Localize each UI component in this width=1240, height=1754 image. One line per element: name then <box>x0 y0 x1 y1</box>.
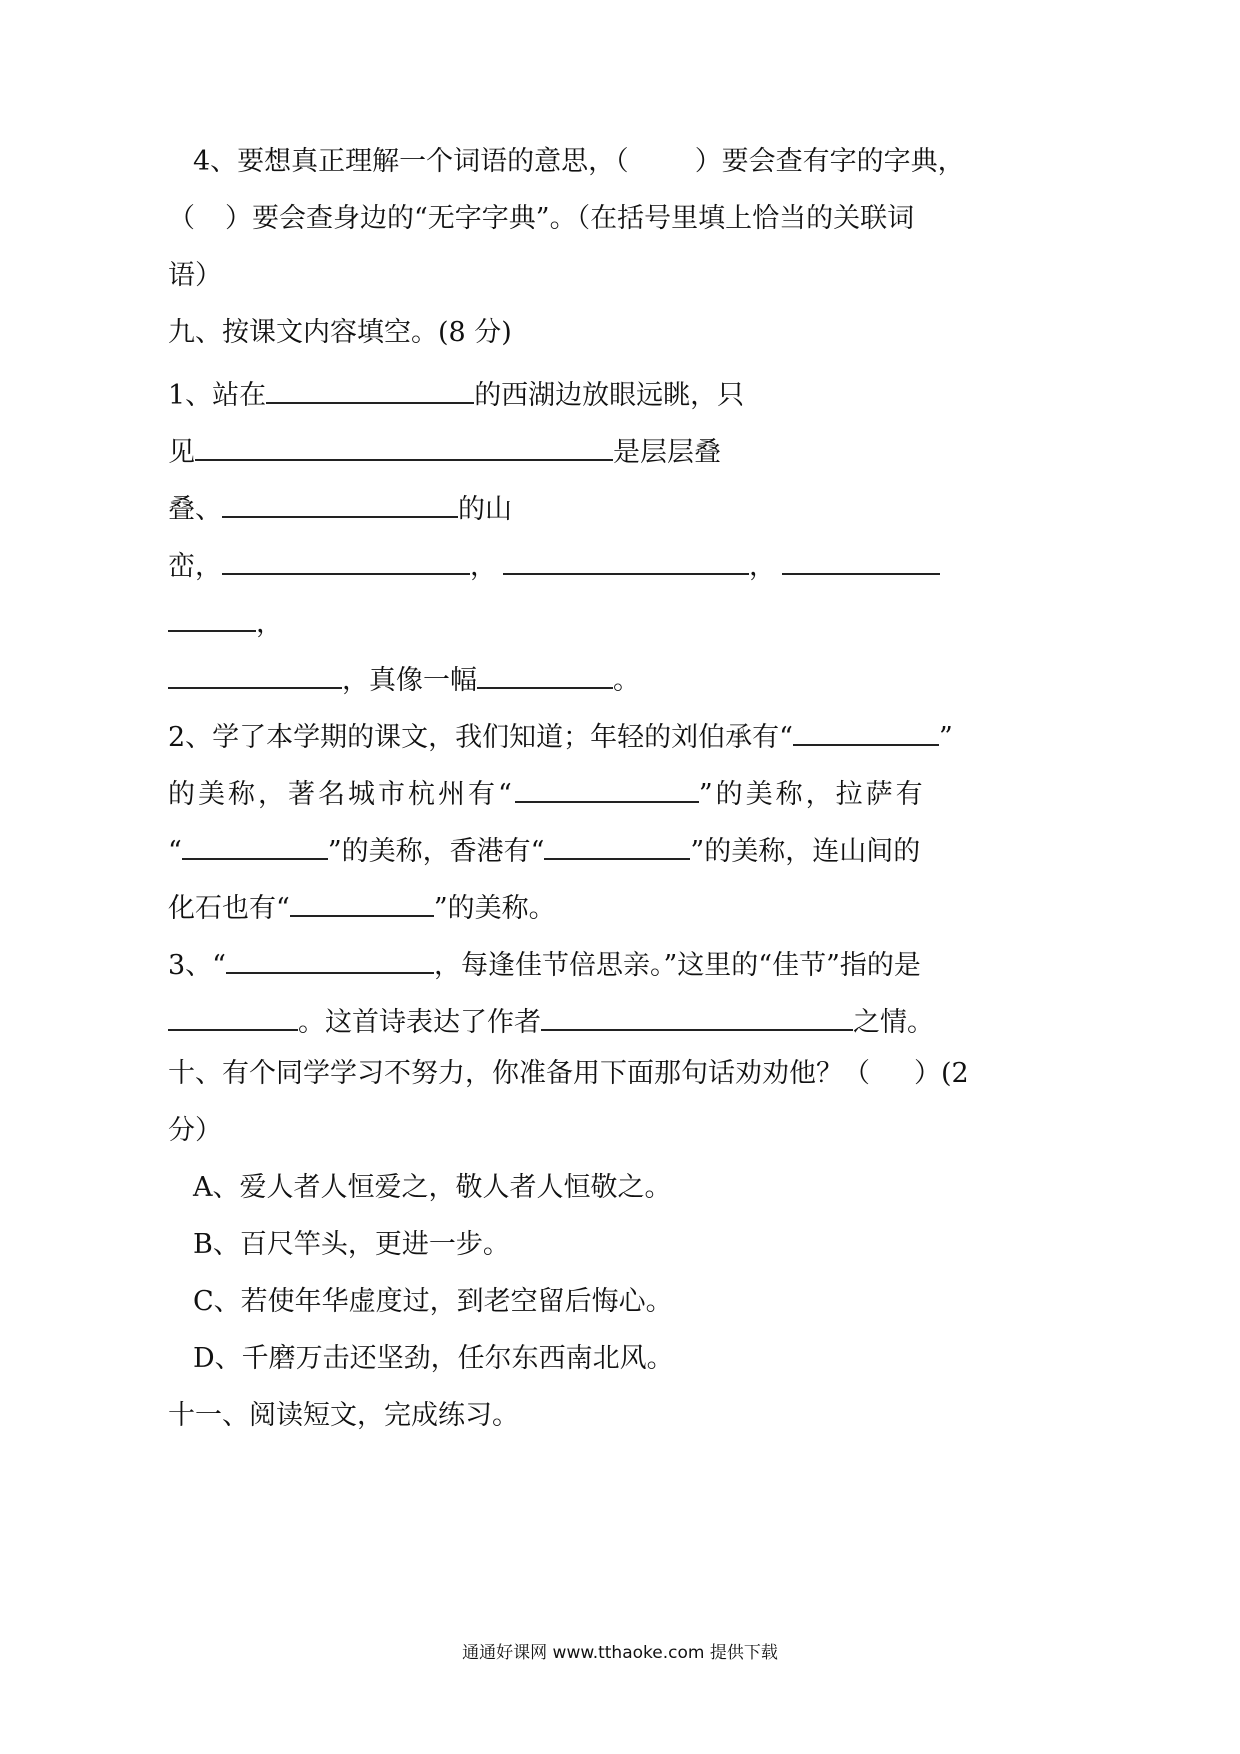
q9-1-text-b: 的西湖边放眼远眺，只 <box>474 380 745 411</box>
q9-1-text-c: 见 <box>168 437 195 468</box>
fill-blank[interactable] <box>782 543 940 575</box>
page-footer <box>0 1638 1240 1663</box>
q9-2-text-a: 2、学了本学期的课文，我们知道；年轻的刘伯承有“ <box>168 722 793 753</box>
fill-blank[interactable] <box>290 885 434 917</box>
q9-2-text-d: ”的美称，拉萨有 <box>698 779 926 810</box>
fill-blank[interactable] <box>266 372 474 404</box>
q9-2-text-f: ”的美称，香港有“ <box>327 836 545 867</box>
fill-blank[interactable] <box>222 486 458 518</box>
q8-4-text-a: 4、要想真正理解一个词语的意思，（ <box>193 146 629 177</box>
section11-heading-text: 十一、阅读短文，完成练习。 <box>168 1400 519 1431</box>
fill-blank[interactable] <box>541 999 853 1031</box>
section9-heading <box>168 315 512 351</box>
fill-blank[interactable] <box>503 543 749 575</box>
q9-1-text-e: 叠、 <box>168 494 222 525</box>
section9-heading-text: 九、按课文内容填空。(8 分) <box>168 317 512 348</box>
q9-2-text-h: 化石也有“ <box>168 893 290 924</box>
q9-2-line3 <box>168 828 920 870</box>
q9-1-text-j: ， <box>256 608 283 639</box>
fill-blank[interactable] <box>195 429 613 461</box>
q9-1-line3 <box>168 486 512 528</box>
fill-blank[interactable] <box>222 543 470 575</box>
q9-1-text-k: ，真像一幅 <box>342 665 477 696</box>
q9-2-line4 <box>168 885 556 927</box>
section10-heading-a: 十、有个同学学习不努力，你准备用下面那句话劝劝他？（ <box>168 1058 870 1089</box>
section10-heading-c: 分） <box>168 1115 222 1146</box>
q9-2-text-b: ” <box>938 722 953 753</box>
q9-2-text-c: 的美称，著名城市杭州有“ <box>168 779 515 810</box>
fill-blank[interactable] <box>477 657 613 689</box>
q9-1-text-a: 1、站在 <box>168 380 267 411</box>
fill-blank[interactable] <box>226 942 434 974</box>
fill-blank[interactable] <box>168 657 342 689</box>
q9-1-text-i: ， <box>749 551 776 582</box>
fill-blank[interactable] <box>544 828 690 860</box>
section10-heading-line2 <box>168 1113 222 1149</box>
option-c <box>193 1284 673 1320</box>
section10-heading-b: ）(2 <box>914 1058 969 1089</box>
fill-blank[interactable] <box>515 771 699 803</box>
option-a <box>193 1170 672 1206</box>
q9-3-text-b: ，每逢佳节倍思亲。”这里的“佳节”指的是 <box>433 950 921 981</box>
q9-3-text-d: 之情。 <box>853 1007 934 1038</box>
section11-heading <box>168 1398 519 1434</box>
option-d-text: D、千磨万击还坚劲，任尔东西南北风。 <box>193 1343 674 1374</box>
q9-2-text-g: ”的美称，连山间的 <box>690 836 921 867</box>
q8-4-text-c: （ <box>168 203 195 234</box>
q9-1-line2 <box>168 429 721 471</box>
q8-4-line2 <box>168 201 914 237</box>
fill-blank[interactable] <box>182 828 328 860</box>
q8-4-line3 <box>168 258 222 294</box>
q9-1-line6 <box>168 657 640 699</box>
q8-4-text-e: 语） <box>168 260 222 291</box>
option-b <box>193 1227 510 1263</box>
option-c-text: C、若使年华虚度过，到老空留后悔心。 <box>193 1286 673 1317</box>
footer-text: 通通好课网 www.tthaoke.com 提供下载 <box>462 1643 778 1663</box>
fill-blank[interactable] <box>168 600 256 632</box>
q9-1-line5 <box>168 600 283 642</box>
q9-1-line1 <box>168 372 744 414</box>
q8-4-text-b: ）要会查有字的字典， <box>694 146 965 177</box>
q9-1-text-f: 的山 <box>458 494 512 525</box>
q9-2-line2 <box>168 771 926 813</box>
option-b-text: B、百尺竿头，更进一步。 <box>193 1229 510 1260</box>
q9-1-text-l: 。 <box>613 665 640 696</box>
section10-heading-line1 <box>168 1056 969 1092</box>
q9-2-text-i: ”的美称。 <box>433 893 556 924</box>
q9-2-text-e: “ <box>168 836 182 867</box>
q9-1-line4 <box>168 543 940 585</box>
q9-1-text-h: ， <box>470 551 497 582</box>
q9-3-line1 <box>168 942 921 984</box>
fill-blank[interactable] <box>168 999 298 1031</box>
q8-4-text-d: ）要会查身边的“无字字典”。（在括号里填上恰当的关联词 <box>225 203 915 234</box>
q9-1-text-g: 峦， <box>168 551 222 582</box>
q9-2-line1 <box>168 714 953 756</box>
option-a-text: A、爱人者人恒爱之，敬人者人恒敬之。 <box>193 1172 672 1203</box>
option-d <box>193 1341 674 1377</box>
fill-blank[interactable] <box>793 714 939 746</box>
q9-3-text-c: 。这首诗表达了作者 <box>298 1007 541 1038</box>
q9-3-line2 <box>168 999 934 1041</box>
q9-1-text-d: 是层层叠 <box>613 437 721 468</box>
q8-4-line1 <box>193 144 965 180</box>
q9-3-text-a: 3、“ <box>168 950 226 981</box>
